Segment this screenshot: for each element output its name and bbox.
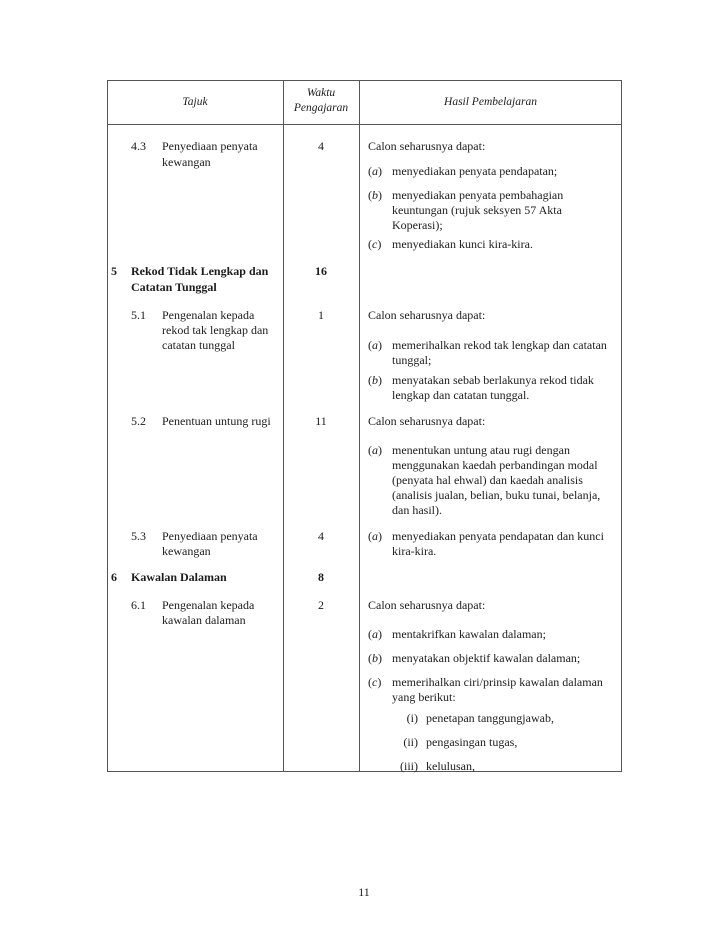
item-label: (b)	[368, 188, 382, 202]
row-title: catatan tunggal	[162, 338, 235, 352]
subitem-text: penetapan tanggungjawab,	[426, 711, 554, 725]
section-title: Rekod Tidak Lengkap dan	[131, 264, 269, 278]
row-title: kawalan dalaman	[162, 613, 246, 627]
header-waktu-line2: Pengajaran	[293, 102, 349, 114]
outcome-intro: Calon seharusnya dapat:	[368, 308, 486, 322]
outcome-item: menyediakan penyata pendapatan;	[392, 164, 558, 178]
section-time: 8	[318, 570, 324, 584]
subitem-text: kelulusan,	[426, 759, 475, 773]
item-label: (b)	[368, 651, 382, 665]
outcome-item: yang berikut:	[392, 690, 456, 704]
outcome-item: menentukan untung atau rugi dengan	[392, 443, 570, 457]
outcome-item: memerihalkan ciri/prinsip kawalan dalaman	[392, 675, 603, 689]
outcome-intro: Calon seharusnya dapat:	[368, 139, 486, 153]
outcome-item: menyediakan penyata pembahagian	[392, 188, 564, 202]
row-title: Pengenalan kepada	[162, 308, 255, 322]
row-title: rekod tak lengkap dan	[162, 323, 269, 337]
outcome-item: kira-kira.	[392, 544, 437, 558]
outcome-intro: Calon seharusnya dapat:	[368, 414, 486, 428]
row-number: 5.2	[131, 414, 146, 428]
row-title: Penyediaan penyata	[162, 139, 258, 153]
outcome-intro: Calon seharusnya dapat:	[368, 598, 486, 612]
row-title: Penyediaan penyata	[162, 529, 258, 543]
outcome-item: menyediakan penyata pendapatan dan kunci	[392, 529, 604, 543]
item-label: (c)	[368, 237, 382, 251]
outcome-item: menyatakan sebab berlakunya rekod tidak	[392, 373, 594, 387]
section-title: Kawalan Dalaman	[131, 570, 227, 584]
item-label: (a)	[368, 164, 382, 178]
row-title: Pengenalan kepada	[162, 598, 255, 612]
section-title: Catatan Tunggal	[131, 280, 217, 294]
section-time: 16	[315, 264, 327, 278]
header-tajuk: Tajuk	[182, 96, 208, 108]
item-label: (a)	[368, 443, 382, 457]
item-label: (a)	[368, 529, 382, 543]
row-title: kewangan	[162, 544, 211, 558]
subitem-label: (iii)	[400, 759, 418, 773]
row-time: 11	[315, 414, 327, 428]
row-time: 4	[318, 529, 324, 543]
row-time: 1	[318, 308, 324, 322]
item-label: (a)	[368, 338, 382, 352]
row-time: 2	[318, 598, 324, 612]
item-label: (a)	[368, 627, 382, 641]
header-divider	[108, 124, 621, 125]
outcome-item: menyatakan objektif kawalan dalaman;	[392, 651, 581, 665]
column-divider	[359, 81, 360, 771]
row-number: 6.1	[131, 598, 146, 612]
section-number: 6	[111, 570, 117, 584]
outcome-item: tunggal;	[392, 353, 432, 367]
item-label: (c)	[368, 675, 382, 689]
row-number: 4.3	[131, 139, 146, 153]
page-number: 11	[358, 885, 370, 899]
row-title: kewangan	[162, 155, 211, 169]
subitem-label: (ii)	[403, 735, 418, 749]
row-number: 5.1	[131, 308, 146, 322]
outcome-item: menggunakan kaedah perbandingan modal	[392, 458, 598, 472]
outcome-item: memerihalkan rekod tak lengkap dan catatan	[392, 338, 607, 352]
row-number: 5.3	[131, 529, 146, 543]
item-label: (b)	[368, 373, 382, 387]
header-hasil: Hasil Pembelajaran	[444, 96, 537, 108]
subitem-label: (i)	[406, 711, 418, 725]
outcome-item: (analisis jualan, belian, buku tunai, belanja,	[392, 488, 601, 502]
outcome-item: (penyata hal ehwal) dan kaedah analisis	[392, 473, 583, 487]
row-title: Penentuan untung rugi	[162, 414, 271, 428]
outcome-item: keuntungan (rujuk seksyen 57 Akta	[392, 203, 562, 217]
section-number: 5	[111, 264, 117, 278]
header-waktu-line1: Waktu	[306, 87, 336, 99]
outcome-item: menyediakan kunci kira-kira.	[392, 237, 533, 251]
row-time: 4	[318, 139, 324, 153]
outcome-item: Koperasi);	[392, 218, 443, 232]
outcome-item: lengkap dan catatan tunggal.	[392, 388, 530, 402]
subitem-text: pengasingan tugas,	[426, 735, 518, 749]
outcome-item: dan hasil).	[392, 503, 442, 517]
outcome-item: mentakrifkan kawalan dalaman;	[392, 627, 546, 641]
